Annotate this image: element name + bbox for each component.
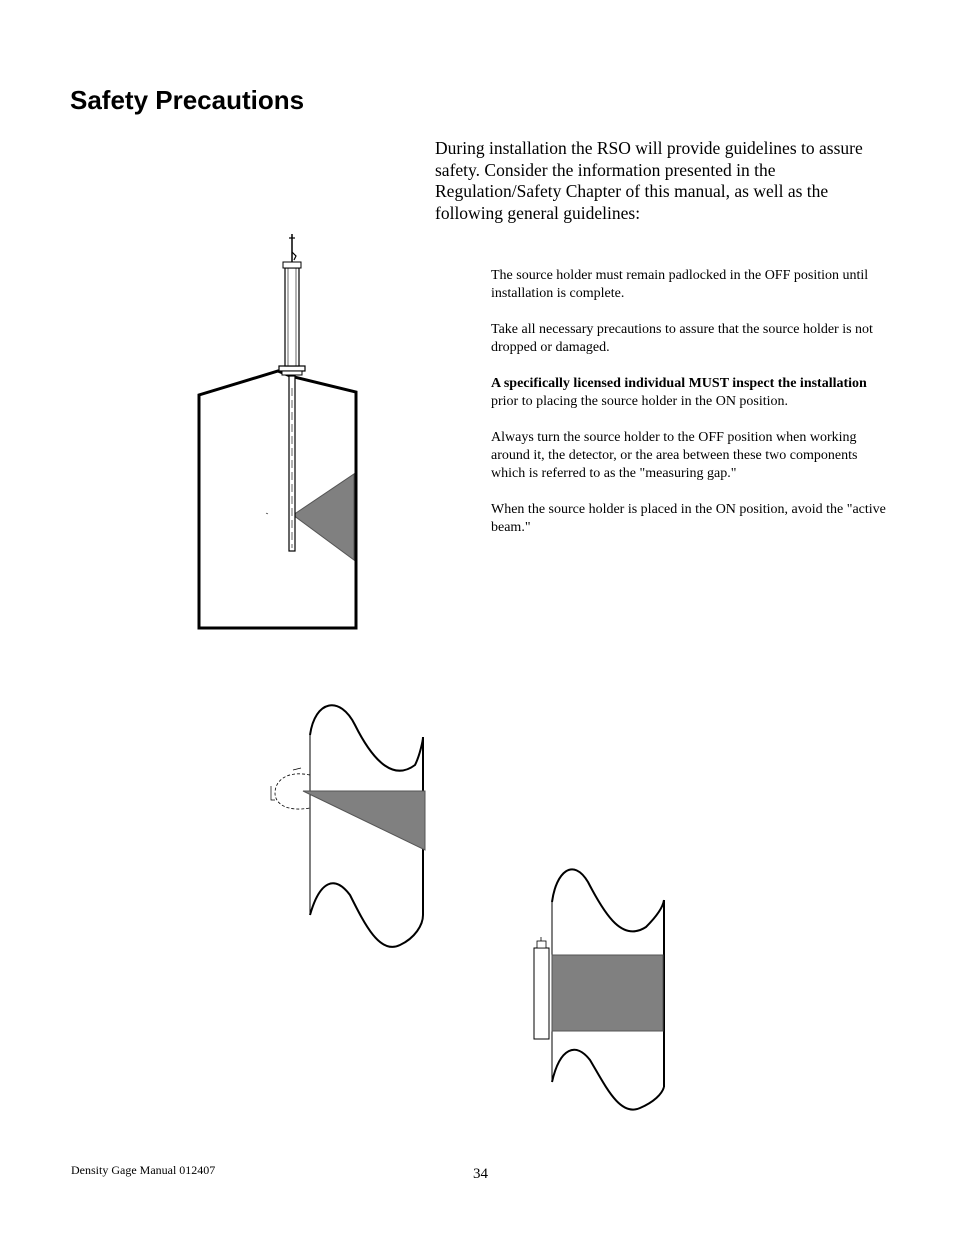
active-beam [552,955,663,1031]
footer-manual-id: Density Gage Manual 012407 [71,1163,216,1177]
guideline-item [491,501,891,537]
active-beam [303,791,425,850]
page-number: 34 [473,1166,488,1182]
pipe-wedge-figure [265,700,435,955]
guideline-text: Always turn the source holder to the OFF position when working around it, the detector, or the area between these two components which is referred to as the "measuring gap." [491,430,858,481]
flange [279,366,305,371]
guideline-bold: A specifically licensed individual MUST inspect the installation [491,376,867,391]
pipe-top-curve [552,869,664,931]
pipe-left-wall [310,705,423,770]
pipe-bottom-curve [552,1050,664,1110]
intro-paragraph: During installation the RSO will provide guidelines to assure safety. Consider the information presented in the Regulation/Safety Chapter of this manual, as well as the following general guidelines: [435,138,863,223]
guideline-item [491,375,891,411]
guideline-text: Take all necessary precautions to assure that the source holder is not dropped or damaged. [491,322,873,355]
guideline-item [491,321,891,357]
guideline-item [491,267,891,303]
guideline-text: When the source holder is placed in the ON position, avoid the "active beam." [491,502,886,535]
pipe-bottom-curve [310,883,423,947]
source-holder [285,268,299,366]
guideline-item [491,429,891,483]
active-beam [293,474,354,560]
page-title: Safety Precautions [70,85,305,115]
pipe-rect-beam-figure [528,862,678,1117]
guidelines-list [491,267,891,555]
guideline-text: The source holder must remain padlocked in the OFF position until installation is complete. [491,268,869,301]
guideline-text: prior to placing the source holder in the ON position. [491,394,789,409]
vessel-rod-figure [190,228,365,638]
source-holder [534,948,549,1039]
